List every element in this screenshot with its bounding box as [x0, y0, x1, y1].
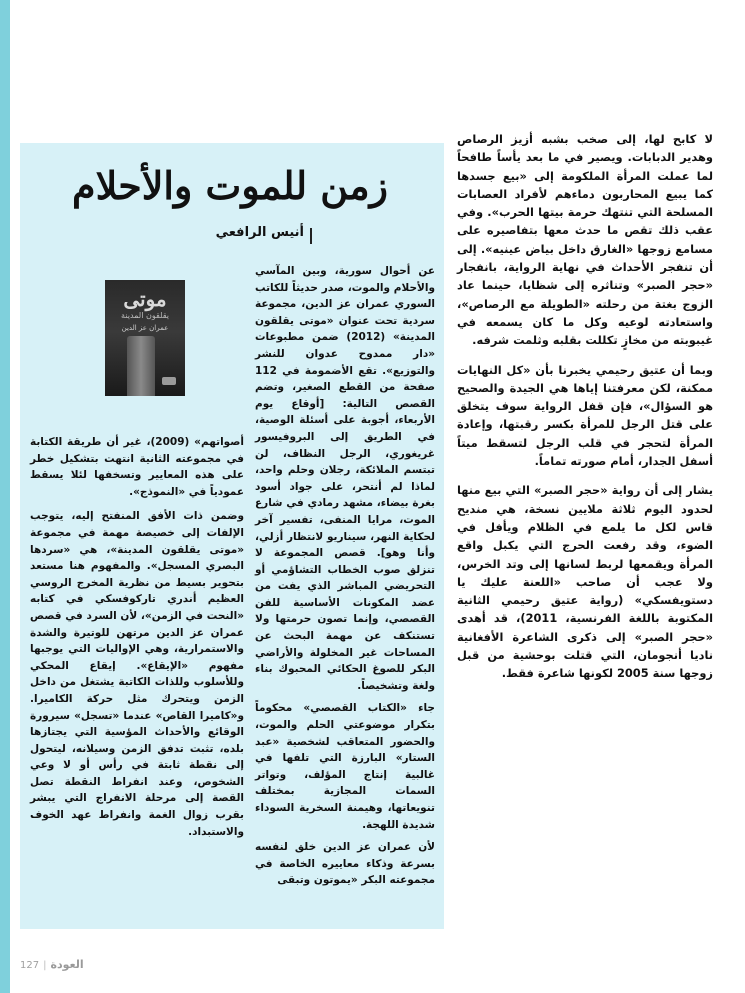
left-paragraph-2: وضمن ذات الأفق المنفتح إليه، يتوجب الإلفات إلى خصيصة مهمة في مجموعة «موتى يقلقون المدينة»، هي «سردها البصري المسجل». والمفهوم هنا مستعد بتحوير بسيط من نظرية المخرج الروسي العظيم أندري تاركوفسكي في كتابه «النحت في الزمن»، لأن السرد في قصص عمران عز الدين مرتهن للوتيرة والشدة والاستمرارية، وهي الإواليات التي يوجبها مفهوم «الإيقاع». إيقاع المحكي وللأسلوب وللذات الكاتبة يشتغل من داخل الزمن ويتحرك مثل حركة الكاميرا. و«كاميرا القاص» عندما «تسجل» سيرورة الوقائع والأحداث المؤسية التي يجتازها بلده، تثبت تدفق الزمن وسيلانه، ليتحول إلى نقطة ثابتة في رأس أو لا وعي الشخوص، وعند انفراط النقطة تصل القصة إلى مرحلة الانفراج التي يبشر بقرب زوال الغمة وانفراط عهد الخوف والاستبداد. [30, 510, 244, 838]
byline-rule [310, 228, 312, 244]
book-cover-title: موتى [123, 287, 167, 311]
footer-separator: | [43, 960, 47, 971]
middle-text-column [255, 263, 435, 895]
author-name: أنيس الرافعي [215, 225, 304, 240]
book-cover-image [105, 280, 185, 396]
right-paragraph-1: لا كابح لها، إلى صخب بشبه أزيز الرصاص وهدير الدبابات. ويصير في ما بعد يأساً طافحاً لما عملت المرأة الملكومة إلى «بيع جسدها كما يبيع المحاربون دماءهم لأفراد العصابات المسلحة التي تنتهك حرمة بيتها الحرب». وفي عقب ذلك تقص ما حدث معها بتفاصيره على مسامع زوجها «الغارق داخل بياض عينيه». إلى أن تنفجر الأحداث في نهاية الرواية، بانفجار «حجر الصبر» وتناثره إلى شظايا، حينما عاد الزوج بغتة من رحلته «الطويلة مع الرصاص»، واستعادته لوعيه وكل ما كان يسمعه في غيبوبته من مخازٍ تكللت بقلبه وثلمت شرفه. [457, 132, 713, 348]
middle-paragraph-1: عن أحوال سورية، وبين المآسي والأحلام والموت، صدر حديثاً للكاتب السوري عمران عز الدين، مجموعة سردية تحت عنوان «موتى يقلقون المدينة» (2012) ضمن مطبوعات «دار ممدوح عدوان للنشر والتوزيع». تقع الأضمومة في 112 صفحة من القطع الصغير، وتضم القصص التالية: [أوقاع يوم الأربعاء، أجوبة على أسئلة الوصية، في الطريق إلى البروفيسور غريغوري، الرجل النظاف، لن تبتسم الملائكة، رجلان وحلم واحد، لماذا لم أنتحر، على جواد أسود بغرة بيضاء، مشهد رمادي في شارع الموت، مرايا المنفى، تفسير آخر لحكاية النهر، سيناريو لانتظار أزلي، وأنا وهو]. قصص المجموعة لا تنزلق صوب الخطاب التشاؤمي أو التحريضي المباشر الذي يفت من عضد المكونات الأساسية للفن القصصي، وإنما تصون حرمتها ولا تستنكف عن مهمة البحث عن المساحات غير المخلولة والأراضي البكر للصوغ الحكائي المحبوك بناء ولغة وتشخيصاً. [255, 265, 435, 692]
publisher-logo-icon [162, 377, 176, 385]
book-cover-subtitle: يقلقون المدينة [121, 311, 169, 320]
magazine-logo: العودة [50, 958, 84, 971]
page-number: 127 [20, 960, 40, 971]
author-byline [160, 224, 312, 246]
book-cover-author: عمران عز الدين [121, 324, 169, 332]
left-text-column [30, 434, 244, 848]
right-paragraph-3: يشار إلى أن رواية «حجر الصبر» التي بيع منها لحدود اليوم ثلاثة ملايين نسخة، هي منديح قاس لكل ما يلمع في الظلام ويأفل في الضوء، وقد رفعت الحرج التي يكبل واقع المرأة ويقمعها لربط لسانها إلى وتد الخرس، ولا عجب أن صاحب «اللعنة عليك يا دستويفسكي» (رواية عتيق رحيمي الثانية المكتوبة باللغة الفرنسية، 2011)، قد أهدى «حجر الصبر» إلى ذكرى الشاعرة الأفغانية ناديا أنجومان، التي قتلت بوحشية من قبل زوجها سنة 2005 لكونها شاعرة فقط. [457, 483, 713, 681]
middle-paragraph-3: لأن عمران عز الدين خلق لنفسه بسرعة وذكاء معاييره الخاصة في مجموعته البكر «يموتون وتبقى [255, 841, 435, 887]
page-footer [20, 958, 84, 974]
book-cover-tree-graphic [127, 336, 155, 396]
right-paragraph-2: وبما أن عتيق رحيمي يخبرنا بأن «كل النهايات ممكنة، لكن معرفتنا إياها هي الجيدة والصحيح هو السؤال»، فإن قفل الرواية سوف يتخلق على قتل الرجل للمرأة بكسر رقبتها، وإعادة المرأة لتحجر في قلب الرجل لتسقط ميتاً أسفل الجدار، أمام صورته تماماً. [457, 362, 713, 469]
middle-paragraph-2: جاء «الكتاب القصصي» محكوماً بتكرار موضوعتي الحلم والموت، والحضور المتعاقب لشخصية «عبد الستار» البارزة التي تلفها في غالبية إنتاج المؤلف، وتواتر السمات المجازية بمختلف تنويعاتها، وهيمنة السخرية السوداء شديدة اللهجة. [255, 702, 435, 831]
right-text-column [457, 130, 713, 694]
page-edge-accent-bar [0, 0, 10, 993]
left-paragraph-1: أصواتهم» (2009)، غير أن طريقة الكتابة في مجموعته الثانية انتهت بتشكيل خطر على هذه المعايير وتسخفها لئلا يسقط عمودياً في «النموذج». [30, 436, 244, 498]
article-title: زمن للموت والأحلام [72, 163, 388, 208]
